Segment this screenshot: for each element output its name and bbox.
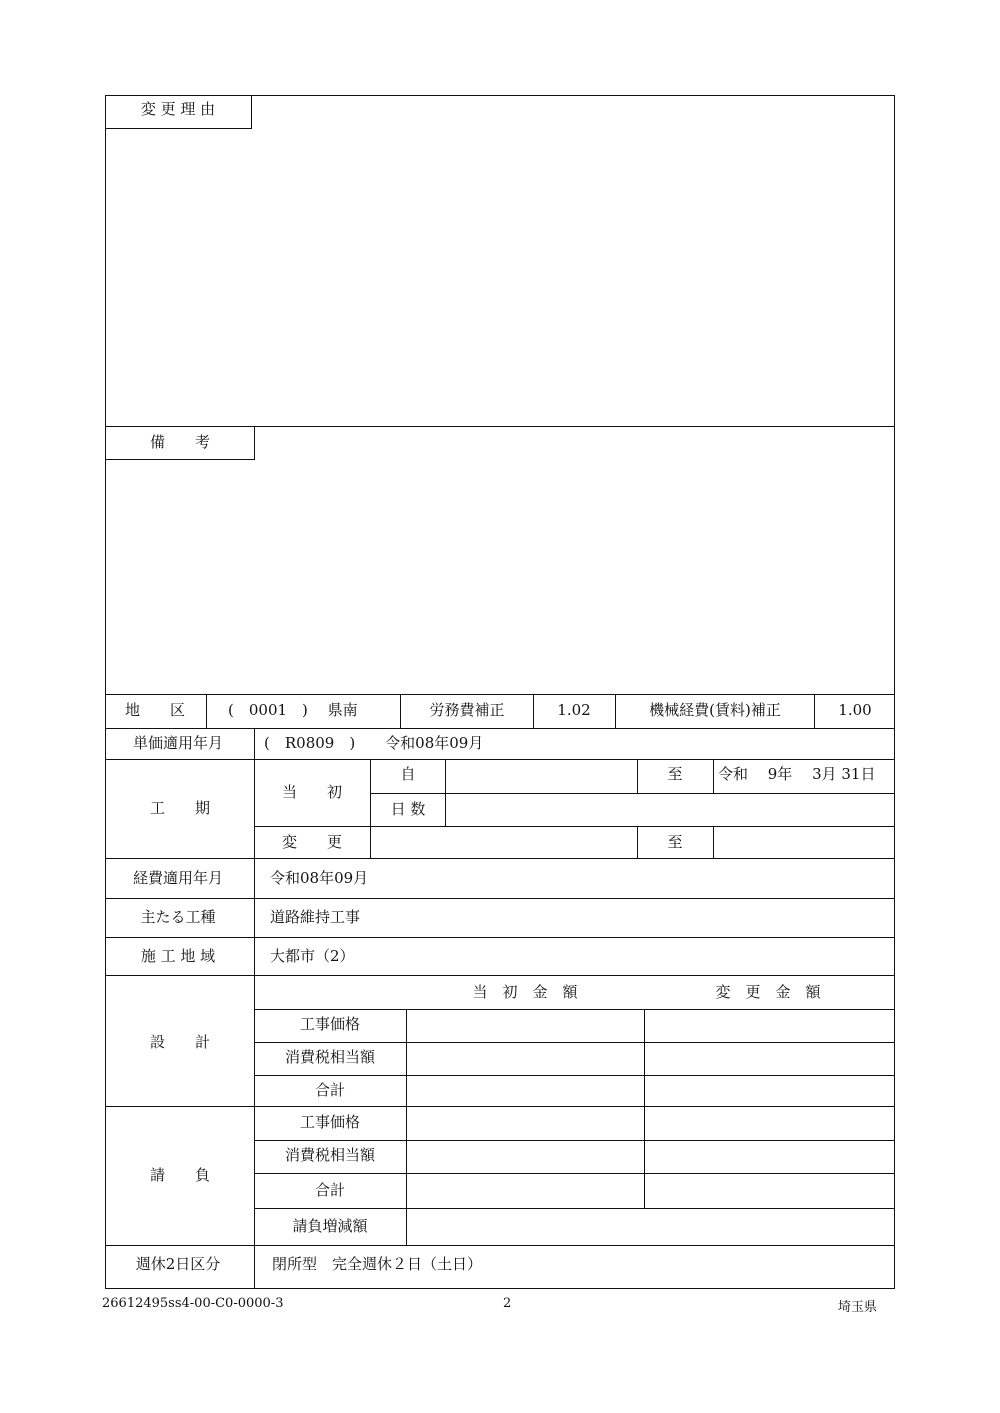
divider: [254, 1009, 895, 1010]
change-to-field[interactable]: [715, 828, 893, 856]
labor-correction-label: 労務費補正: [429, 701, 505, 719]
expense-month-label: 経費適用年月: [132, 869, 224, 887]
divider: [105, 898, 895, 899]
divider: [254, 826, 895, 827]
from-date-field[interactable]: [447, 761, 635, 791]
contract-row-label: 合計: [314, 1181, 346, 1199]
main-work-label: 主たる工種: [140, 908, 216, 926]
district-label: 地 区: [124, 701, 186, 719]
divider: [713, 759, 714, 793]
unit-price-label: 単価適用年月: [132, 734, 224, 752]
contract-row-label: 消費税相当額: [284, 1146, 376, 1164]
machine-correction-value: 1.00: [838, 701, 872, 719]
divider: [637, 826, 638, 858]
from-label: 自: [400, 765, 416, 783]
divider: [254, 1042, 895, 1043]
divider: [105, 975, 895, 976]
expense-month-value: 令和08年09月: [270, 869, 369, 887]
changed-amount-header: 変 更 金 額: [715, 983, 821, 1001]
days-field[interactable]: [447, 795, 893, 825]
divider: [254, 1075, 895, 1076]
weekly-holiday-label: 週休2日区分: [135, 1255, 221, 1273]
divider: [105, 1106, 895, 1107]
divider: [370, 759, 371, 858]
design-label: 設 計: [149, 1033, 211, 1051]
divider: [105, 728, 895, 729]
area-value: 大都市（2）: [270, 947, 355, 965]
divider: [206, 694, 207, 728]
divider: [370, 793, 895, 794]
to-label: 至: [667, 765, 683, 783]
change-from-field[interactable]: [372, 828, 635, 856]
area-label: 施 工 地 域: [140, 947, 216, 965]
divider: [105, 1245, 895, 1246]
main-work-value: 道路維持工事: [270, 908, 361, 926]
initial-amount-header: 当 初 金 額: [472, 983, 578, 1001]
change-label: 変 更: [281, 833, 343, 851]
design-row-label: 合計: [314, 1081, 346, 1099]
unit-price-value: ( R0809 ) 令和08年09月: [264, 734, 484, 752]
weekly-holiday-value: 閉所型 完全週休２日（土日）: [272, 1255, 483, 1273]
change-reason-label: 変 更 理 由: [140, 100, 216, 118]
divider: [105, 937, 895, 938]
divider: [105, 694, 895, 695]
divider: [644, 1009, 645, 1208]
labor-correction-value: 1.02: [557, 701, 591, 719]
design-row-label: 工事価格: [299, 1015, 361, 1033]
days-label: 日 数: [390, 800, 426, 818]
divider: [533, 694, 534, 728]
remarks-label: 備 考: [149, 433, 211, 451]
divider: [254, 1140, 895, 1141]
district-value: ( 0001 ) 県南: [228, 701, 358, 719]
divider: [105, 858, 895, 859]
document-code: 26612495ss4-00-C0-0000-3: [102, 1296, 284, 1311]
construction-period-label: 工 期: [149, 799, 211, 817]
design-row-label: 消費税相当額: [284, 1048, 376, 1066]
change-reason-area[interactable]: [110, 132, 890, 422]
divider: [400, 694, 401, 728]
divider: [814, 694, 815, 728]
contract-diff-label: 請負増減額: [292, 1217, 368, 1235]
change-to-label: 至: [667, 833, 683, 851]
end-date-value: 令和 9年 3月 31日: [718, 765, 876, 783]
divider: [713, 826, 714, 858]
divider: [254, 1208, 895, 1209]
divider: [637, 759, 638, 793]
contract-row-label: 工事価格: [299, 1113, 361, 1131]
divider: [254, 1173, 895, 1174]
page-number: 2: [503, 1296, 512, 1311]
contract-label: 請 負: [149, 1166, 211, 1184]
divider: [105, 759, 895, 760]
divider: [615, 694, 616, 728]
remarks-area[interactable]: [110, 464, 890, 689]
divider: [406, 1009, 407, 1245]
machine-correction-label: 機械経費(賃料)補正: [649, 701, 781, 719]
prefecture-name: 埼玉県: [838, 1300, 878, 1315]
initial-label: 当 初: [281, 783, 343, 801]
divider: [254, 728, 255, 1289]
divider: [445, 759, 446, 826]
